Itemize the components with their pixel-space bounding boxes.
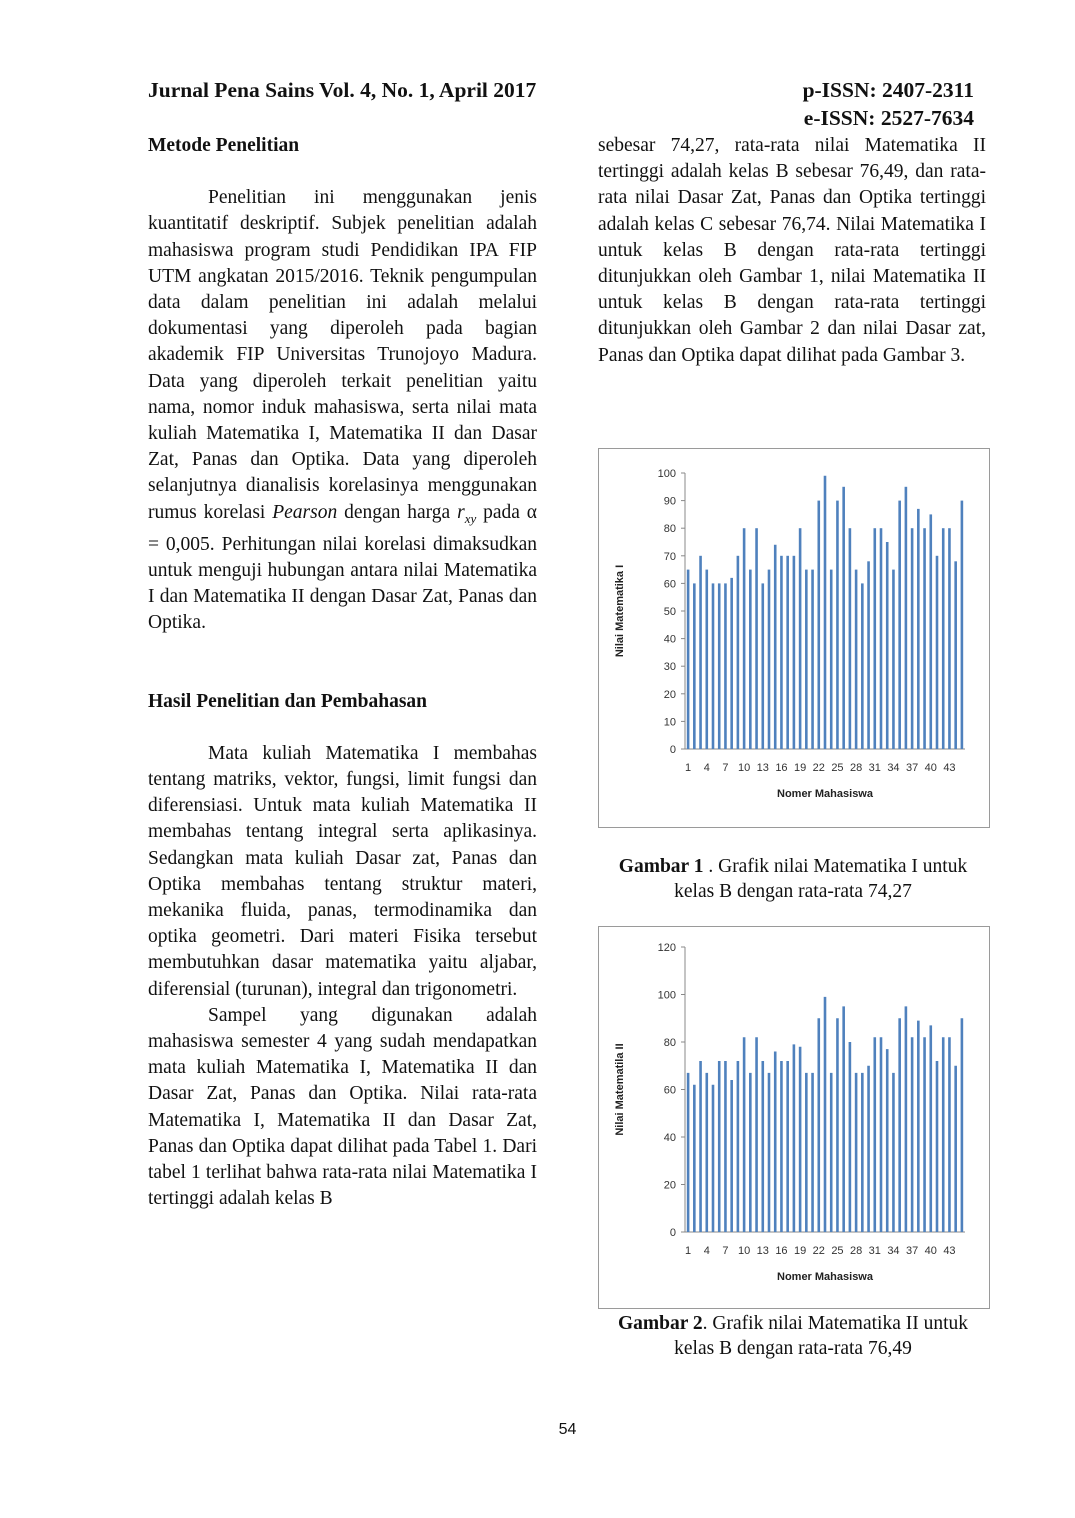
bar [687,570,690,749]
figure-2-chart [598,926,990,1309]
y-tick-label: 90 [663,495,676,508]
bar [805,1073,808,1232]
y-tick-label: 50 [663,606,676,618]
bar [768,570,771,749]
bar [780,556,783,749]
y-tick-label: 20 [663,688,676,701]
bar [786,556,789,749]
bar [867,561,870,749]
figure-2-caption: Gambar 2. Grafik nilai Matematika II untuk kelas B dengan rata-rata 76,49 [617,1313,969,1359]
p-issn: p-ISSN: 2407-2311 [802,78,974,102]
y-tick-label: 0 [669,744,676,756]
bar [811,570,814,749]
bar [886,542,889,749]
x-tick-label: 19 [793,762,807,774]
y-tick-label: 40 [663,633,676,646]
bar [743,1037,746,1232]
bar [830,570,833,749]
bar [873,1037,876,1232]
figure-1-chart [598,448,990,828]
bar [743,528,746,749]
bar [861,583,864,749]
bar [712,583,715,749]
bar [842,1006,845,1232]
x-tick-label: 28 [849,1245,863,1257]
bar [911,1037,914,1232]
bar [898,1018,901,1232]
x-tick-label: 40 [924,762,937,774]
bar [923,1037,926,1232]
bar [699,1061,702,1232]
bar [842,487,845,749]
bar [799,1047,802,1232]
bar [905,1006,908,1232]
bar [755,528,758,749]
x-tick-label: 40 [924,1245,937,1257]
x-tick-label: 43 [943,762,956,774]
bar [836,1018,839,1232]
bar [954,561,957,749]
page-number: 54 [558,1421,577,1438]
bar [705,570,708,749]
x-tick-label: 10 [737,762,751,774]
x-tick-label: 16 [775,1245,788,1257]
bar [892,570,895,749]
bar [849,528,852,749]
bar [780,1061,783,1232]
y-axis-title: Nilai Matematika I [614,564,626,658]
x-tick-label: 7 [722,1245,729,1257]
bar [929,1025,932,1232]
continued-paragraph: sebesar 74,27, rata-rata nilai Matematika II tertinggi adalah kelas B sebesar 76,49, dan rata-rata nilai Dasar Zat, Panas dan Optika tertinggi adalah kelas C sebesar 76,74. Nilai Matematika I untuk kelas B dengan rata-rata tertinggi ditunjukkan oleh Gambar 1, nilai Matematika II untuk kelas B dengan rata-rata tertinggi ditunjukkan oleh Gambar 2 dan nilai Dasar zat, Panas dan Optika dapat dilihat pada Gambar 3. [598,135,986,366]
bar [817,501,820,749]
y-tick-label: 100 [657,468,676,480]
bar [861,1073,864,1232]
pearson-term: Pearson [272,501,338,523]
bar [886,1049,889,1232]
bar [830,1073,833,1232]
bar [724,583,727,749]
left-column [148,133,537,1212]
bar [793,556,796,749]
e-issn: e-ISSN: 2527-7634 [803,106,974,130]
bar [961,1018,964,1232]
x-tick-label: 7 [722,762,729,774]
bar [774,1052,777,1233]
x-tick-label: 31 [868,762,881,774]
x-tick-label: 25 [831,762,844,774]
x-tick-label: 43 [943,1245,956,1257]
bar [880,528,883,749]
hasil-paragraph-2: Sampel yang digunakan adalah mahasiswa semester 4 yang sudah mendapatkan mata kuliah Matematika I, Matematika II dan Dasar Zat, Panas dan Optika. Nilai rata-rata Matematika I, Matematika II dan Dasar Zat, Panas dan Optika dapat dilihat pada Tabel 1. Dari tabel 1 terlihat bahwa rata-rata nilai Matematika I tertinggi adalah kelas B [148,1004,537,1210]
figure-1-caption: Gambar 1 . Grafik nilai Matematika I untuk kelas B dengan rata-rata 74,27 [618,856,968,902]
bar [936,556,939,749]
bar [730,578,733,749]
bar [929,514,932,749]
hasil-heading: Hasil Penelitian dan Pembahasan [148,690,427,712]
bar [905,487,908,749]
x-tick-label: 37 [905,762,919,774]
bar [923,528,926,749]
bar [911,528,914,749]
bar [705,1073,708,1232]
bar [786,1061,789,1232]
hasil-paragraph-1: Mata kuliah Matematika I membahas tentang matriks, vektor, fungsi, limit fungsi dan diferensiasi. Untuk mata kuliah Matematika II membahas tentang integral serta aplikasinya. Sedangkan mata kuliah Dasar zat, Panas dan Optika membahas tentang struktur materi, mekanika fluida, panas, termodinamika dan optika geometri. Dari materi Fisika tersebut membutuhkan dasar matematika yaitu aljabar, diferensial (turunan), integral dan trigonometri. [148,742,537,1000]
bar [855,1073,858,1232]
y-tick-label: 30 [663,661,676,674]
chart-1-svg [599,449,989,827]
bar [774,545,777,749]
bar [948,528,951,749]
bar [824,997,827,1232]
y-tick-label: 20 [663,1179,676,1192]
x-tick-label: 10 [737,1245,751,1257]
bar [793,1044,796,1232]
y-tick-label: 40 [663,1132,676,1144]
bar [824,476,827,749]
x-tick-label: 13 [756,1245,769,1257]
x-tick-label: 1 [685,762,692,774]
bar [836,501,839,749]
y-tick-label: 80 [663,523,676,536]
bar [718,1061,721,1232]
bar [693,1085,696,1232]
y-tick-label: 100 [657,989,676,1002]
x-tick-label: 4 [703,762,710,774]
bar [687,1073,690,1232]
right-column [598,133,986,369]
bar [898,501,901,749]
x-axis-title: Nomer Mahasiswa [777,788,873,800]
bar [948,1037,951,1232]
bar [768,1073,771,1232]
x-tick-label: 28 [849,762,863,774]
journal-header: Jurnal Pena Sains Vol. 4, No. 1, April 2017 [148,78,537,102]
bar [817,1018,820,1232]
bar [849,1042,852,1232]
bar [799,528,802,749]
x-tick-label: 13 [756,762,769,774]
x-tick-label: 22 [812,1245,825,1257]
bar [855,570,858,749]
x-tick-label: 31 [868,1245,881,1257]
bar [917,509,920,749]
y-tick-label: 80 [663,1037,676,1049]
bar [873,528,876,749]
chart-2-svg [599,927,989,1308]
bar [761,1061,764,1232]
bar [749,1073,752,1232]
y-axis-title: Nilai Matematila II [614,1043,626,1136]
y-tick-label: 0 [669,1227,676,1239]
bar [693,583,696,749]
bar [724,1061,727,1232]
metode-heading: Metode Penelitian [148,135,300,156]
x-tick-label: 37 [905,1245,919,1257]
bar [880,1037,883,1232]
x-tick-label: 34 [887,1245,900,1257]
x-tick-label: 16 [775,762,788,774]
bar [699,556,702,749]
bar [761,583,764,749]
bar [942,1037,945,1232]
metode-paragraph: Penelitian ini menggunakan jenis kuantitatif deskriptif. Subjek penelitian adalah mahasiswa program studi Pendidikan IPA FIP UTM angkatan 2015/2016. Teknik pengumpulan data dalam penelitian ini adalah melalui dokumentasi yang diperoleh pada bagian akademik FIP Universitas Trunojoyo Madura. Data yang diperoleh terkait penelitian yaitu nama, nomor induk mahasiswa, serta nilai mata kuliah Matematika I, Matematika II dan Dasar Zat, Panas dan Optika. Data yang diperoleh selanjutnya dianalisis korelasinya menggunakan rumus korelasi Pearson dengan harga $r_{xy}$ pada α = 0,005. Perhitungan nilai korelasi dimaksudkan untuk menguji hubungan antara nilai Matematika I dan Matematika II dengan Dasar Zat, Panas dan Optika. [148,187,537,634]
bar [737,1061,740,1232]
x-axis-title: Nomer Mahasiswa [777,1271,873,1283]
bar [730,1080,733,1232]
y-tick-label: 60 [663,578,676,591]
x-tick-label: 4 [703,1245,710,1257]
bar [954,1066,957,1232]
x-tick-label: 25 [831,1245,844,1257]
bar [936,1061,939,1232]
bar [712,1085,715,1232]
x-tick-label: 19 [793,1245,807,1257]
r-symbol: $r_{xy}$ [457,501,477,526]
y-tick-label: 10 [663,716,676,729]
x-tick-label: 1 [685,1245,692,1257]
bar [892,1073,895,1232]
bar [942,528,945,749]
bar [811,1073,814,1232]
bar [805,570,808,749]
y-tick-label: 120 [657,942,676,954]
bar [749,570,752,749]
y-tick-label: 60 [663,1084,676,1097]
x-tick-label: 22 [812,762,825,774]
y-tick-label: 70 [663,550,676,563]
bar [737,556,740,749]
bar [867,1066,870,1232]
bar [718,583,721,749]
bar [755,1037,758,1232]
bar [917,1021,920,1232]
x-tick-label: 34 [887,762,900,774]
bar [961,501,964,749]
